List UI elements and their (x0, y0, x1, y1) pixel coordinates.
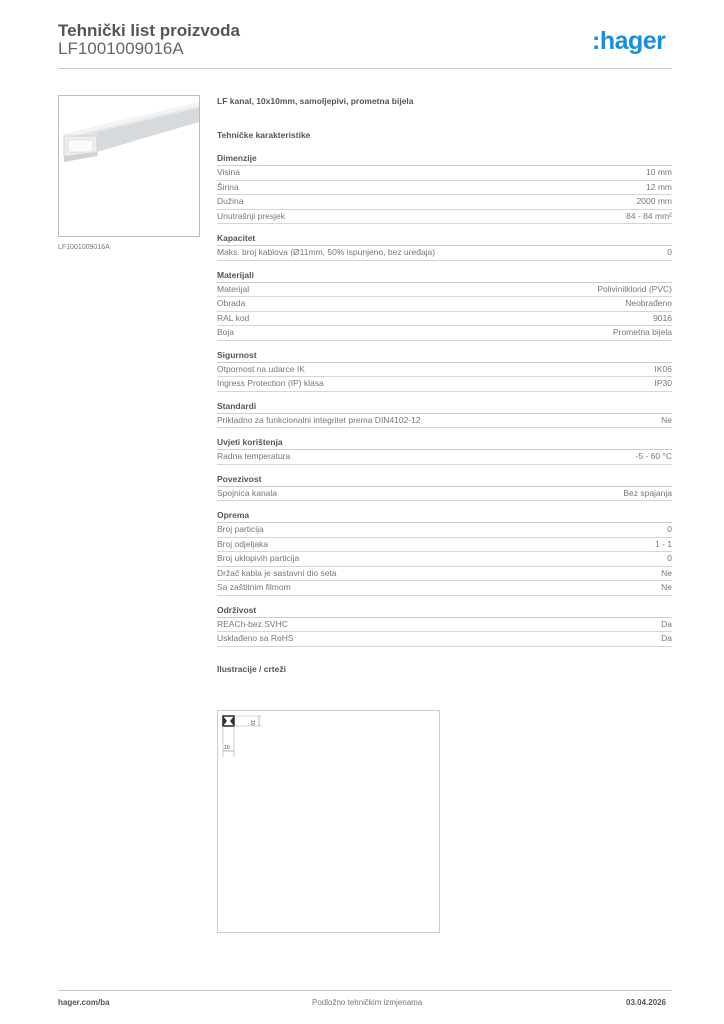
spec-row (217, 195, 672, 210)
spec-row (217, 618, 672, 633)
spec-group (217, 233, 672, 261)
spec-row (217, 326, 672, 341)
spec-row (217, 377, 672, 392)
spec-label: Ingress Protection (IP) klasa (217, 378, 324, 388)
footer-divider (58, 990, 672, 991)
spec-row (217, 552, 672, 567)
product-photo-caption: LF1001009016A (58, 244, 110, 251)
spec-label: Broj uklopivih particija (217, 553, 300, 563)
spec-group (217, 270, 672, 341)
footer-date: 03.04.2026 (626, 998, 667, 1007)
spec-content (217, 96, 672, 677)
spec-value: Ne (661, 414, 672, 425)
spec-row (217, 246, 672, 261)
spec-group (217, 437, 672, 465)
spec-label: Otpornost na udarce IK (217, 363, 305, 374)
spec-groups (217, 153, 672, 647)
spec-group (217, 510, 672, 596)
spec-label: Obrada (217, 298, 246, 308)
spec-value: 9016 (653, 312, 672, 323)
spec-group (217, 474, 672, 502)
technical-drawing (217, 710, 440, 933)
spec-value: 0 (667, 553, 672, 563)
hager-logo: :hager (592, 27, 666, 55)
spec-row (217, 567, 672, 582)
spec-value: Prometna bijela (612, 327, 672, 337)
spec-label: Unutrašnji presjek (217, 210, 286, 221)
spec-label: Širina (217, 181, 239, 192)
spec-label: Radna temperatura (217, 451, 291, 461)
spec-row (217, 363, 672, 378)
group-title: Standardi (217, 401, 672, 414)
spec-value: IK06 (654, 363, 672, 374)
footer-notice: Podložno tehničkim izmjenama (312, 998, 423, 1007)
spec-value: Neobrađeno (625, 298, 672, 308)
svg-text:10: 10 (249, 720, 255, 726)
spec-label: Broj particija (217, 524, 264, 534)
spec-label: Usklađeno sa RoHS (217, 633, 294, 643)
document-title: Tehnički list proizvoda (58, 21, 240, 40)
group-title: Uvjeti korištenja (217, 437, 672, 450)
spec-label: Držač kabla je sastavni dio seta (217, 567, 337, 578)
spec-row (217, 312, 672, 327)
spec-row (217, 210, 672, 225)
spec-label: Dužina (217, 196, 244, 206)
spec-row (217, 538, 672, 553)
spec-value: Ne (661, 567, 672, 578)
cable-channel-image-icon (59, 96, 199, 236)
spec-value: 1 - 1 (654, 538, 672, 549)
group-title: Oprema (217, 510, 672, 523)
spec-row (217, 523, 672, 538)
illustrations-heading: Ilustracije / crteži (217, 663, 286, 674)
spec-label: REACh-bez SVHC (217, 618, 288, 629)
spec-row (217, 283, 672, 298)
product-name: LF kanal, 10x10mm, samoljepivi, prometna bijela (217, 96, 414, 106)
group-title: Kapacitet (217, 233, 672, 246)
spec-row (217, 166, 672, 181)
spec-value: 10 mm (646, 167, 672, 177)
profile-drawing-icon (218, 711, 438, 931)
group-title: Materijali (217, 270, 672, 283)
group-title: Povezivost (217, 474, 672, 487)
spec-value: 2000 mm (636, 196, 672, 206)
section-heading: Tehničke karakteristike (217, 130, 311, 140)
spec-group (217, 605, 672, 647)
spec-value: 0 (667, 247, 672, 257)
svg-text:10: 10 (224, 745, 230, 751)
spec-group (217, 350, 672, 392)
header-divider (58, 68, 672, 69)
spec-label: Visina (217, 167, 240, 177)
group-title: Sigurnost (217, 350, 672, 363)
spec-label: Sa zaštitnim filmom (217, 582, 291, 592)
spec-row (217, 450, 672, 465)
group-title: Dimenzije (217, 153, 672, 166)
spec-value: Polivinilklorid (PVC) (597, 283, 672, 294)
spec-row (217, 581, 672, 596)
spec-row (217, 181, 672, 196)
spec-row (217, 487, 672, 502)
spec-label: Materijal (217, 283, 250, 294)
spec-value: Ne (661, 582, 672, 592)
spec-label: Maks. broj kablova (Ø11mm, 50% ispunjeno, bez uređaja) (217, 247, 436, 257)
spec-value: Da (661, 633, 672, 643)
spec-label: Spojnica kanala (217, 487, 278, 498)
spec-value: IP30 (654, 378, 672, 388)
spec-value: -5 - 60 °C (635, 451, 672, 461)
product-photo (58, 95, 200, 237)
spec-row (217, 632, 672, 647)
spec-group (217, 153, 672, 224)
spec-value: Da (661, 618, 672, 629)
website-link[interactable]: hager.com/ba (58, 998, 110, 1007)
spec-label: RAL kod (217, 312, 250, 323)
spec-group (217, 401, 672, 429)
spec-label: Prikladno za funkcionalni integritet prema DIN4102-12 (217, 414, 421, 425)
spec-label: Broj odjeljaka (217, 538, 269, 549)
product-code: LF1001009016A (58, 39, 184, 58)
spec-value: 12 mm (646, 181, 672, 192)
spec-value: 0 (667, 524, 672, 534)
spec-value: 84 - 84 mm² (626, 210, 672, 221)
spec-row (217, 297, 672, 312)
spec-label: Boja (217, 327, 235, 337)
group-title: Održivost (217, 605, 672, 618)
spec-row (217, 414, 672, 429)
spec-value: Bez spajanja (623, 487, 672, 498)
